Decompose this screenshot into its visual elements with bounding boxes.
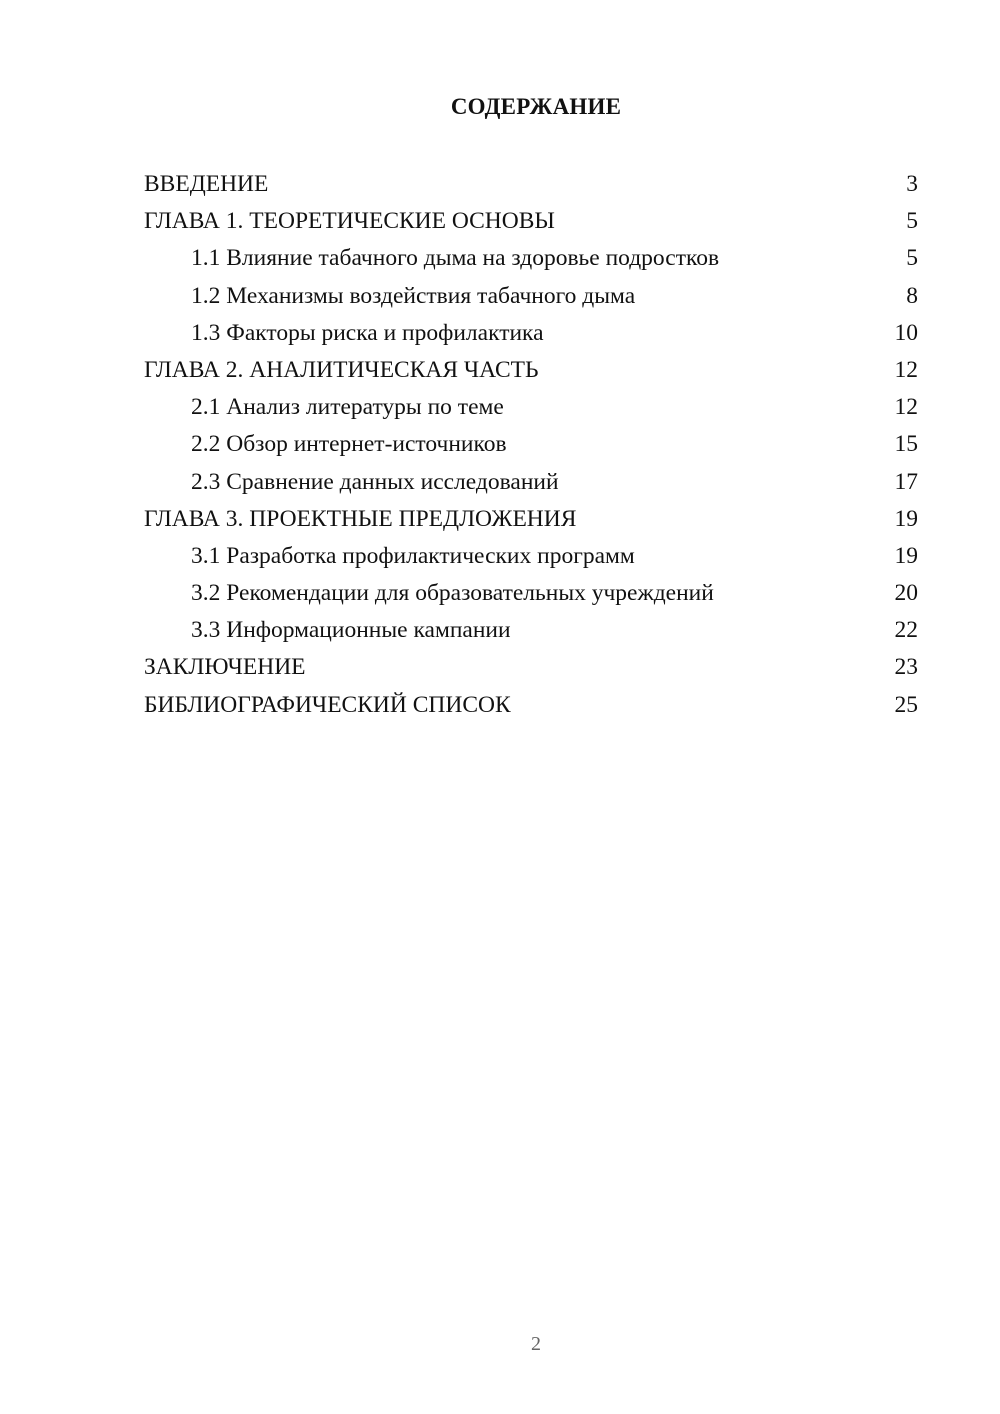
toc-entry-section-1-1 bbox=[144, 240, 918, 277]
toc-entry-page: 8 bbox=[906, 282, 918, 309]
toc-entry-label: 2.1 Анализ литературы по теме bbox=[191, 394, 504, 421]
toc-entry-page: 12 bbox=[894, 394, 918, 421]
toc-entry-label: ВВЕДЕНИЕ bbox=[144, 171, 269, 197]
toc-entry-section-3-1 bbox=[144, 538, 918, 575]
toc-entry-section-1-3 bbox=[144, 315, 918, 352]
toc-entry-conclusion bbox=[144, 649, 918, 686]
page-number: 2 bbox=[531, 1333, 541, 1355]
toc-entry-page: 5 bbox=[906, 245, 918, 272]
toc-entry-bibliography bbox=[144, 687, 918, 724]
toc-entry-label: 3.2 Рекомендации для образовательных учреждений bbox=[191, 580, 714, 607]
toc-entry-label: 1.3 Факторы риска и профилактика bbox=[191, 319, 544, 346]
toc-entry-chapter-2 bbox=[144, 352, 918, 389]
toc-entry-section-3-2 bbox=[144, 575, 918, 612]
toc-entry-page: 3 bbox=[906, 171, 918, 197]
toc-entry-label: БИБЛИОГРАФИЧЕСКИЙ СПИСОК bbox=[144, 691, 511, 718]
toc-title: СОДЕРЖАНИЕ bbox=[450, 94, 622, 119]
toc-entry-page: 12 bbox=[894, 356, 918, 383]
toc-entry-label: 3.1 Разработка профилактических программ bbox=[191, 542, 635, 569]
toc-entry-page: 19 bbox=[894, 505, 918, 532]
toc-entry-section-2-2 bbox=[144, 426, 918, 463]
toc-entry-section-3-3 bbox=[144, 612, 918, 649]
toc-list bbox=[144, 166, 918, 724]
toc-entry-page: 20 bbox=[894, 580, 918, 607]
toc-entry-label: 1.1 Влияние табачного дыма на здоровье подростков bbox=[191, 245, 720, 272]
toc-entry-label: ГЛАВА 3. ПРОЕКТНЫЕ ПРЕДЛОЖЕНИЯ bbox=[144, 505, 577, 532]
toc-entry-chapter-1 bbox=[144, 203, 918, 240]
toc-entry-section-1-2 bbox=[144, 278, 918, 315]
toc-entry-page: 15 bbox=[894, 431, 918, 458]
toc-entry-page: 22 bbox=[894, 617, 918, 644]
toc-entry-page: 19 bbox=[894, 542, 918, 569]
toc-entry-introduction bbox=[144, 166, 918, 203]
toc-entry-label: 1.2 Механизмы воздействия табачного дыма bbox=[191, 282, 636, 309]
toc-entry-page: 25 bbox=[894, 691, 918, 718]
toc-entry-label: ГЛАВА 1. ТЕОРЕТИЧЕСКИЕ ОСНОВЫ bbox=[144, 208, 555, 235]
toc-entry-page: 23 bbox=[894, 654, 918, 681]
toc-entry-label: ГЛАВА 2. АНАЛИТИЧЕСКАЯ ЧАСТЬ bbox=[144, 356, 539, 383]
toc-entry-label: 2.2 Обзор интернет-источников bbox=[191, 431, 507, 458]
toc-entry-page: 10 bbox=[894, 319, 918, 346]
toc-entry-chapter-3 bbox=[144, 501, 918, 538]
toc-entry-page: 17 bbox=[894, 468, 918, 495]
toc-entry-label: 2.3 Сравнение данных исследований bbox=[191, 468, 559, 495]
toc-entry-label: ЗАКЛЮЧЕНИЕ bbox=[144, 654, 306, 681]
toc-entry-section-2-3 bbox=[144, 464, 918, 501]
toc-entry-section-2-1 bbox=[144, 389, 918, 426]
toc-entry-page: 5 bbox=[906, 208, 918, 235]
toc-entry-label: 3.3 Информационные кампании bbox=[191, 617, 511, 644]
